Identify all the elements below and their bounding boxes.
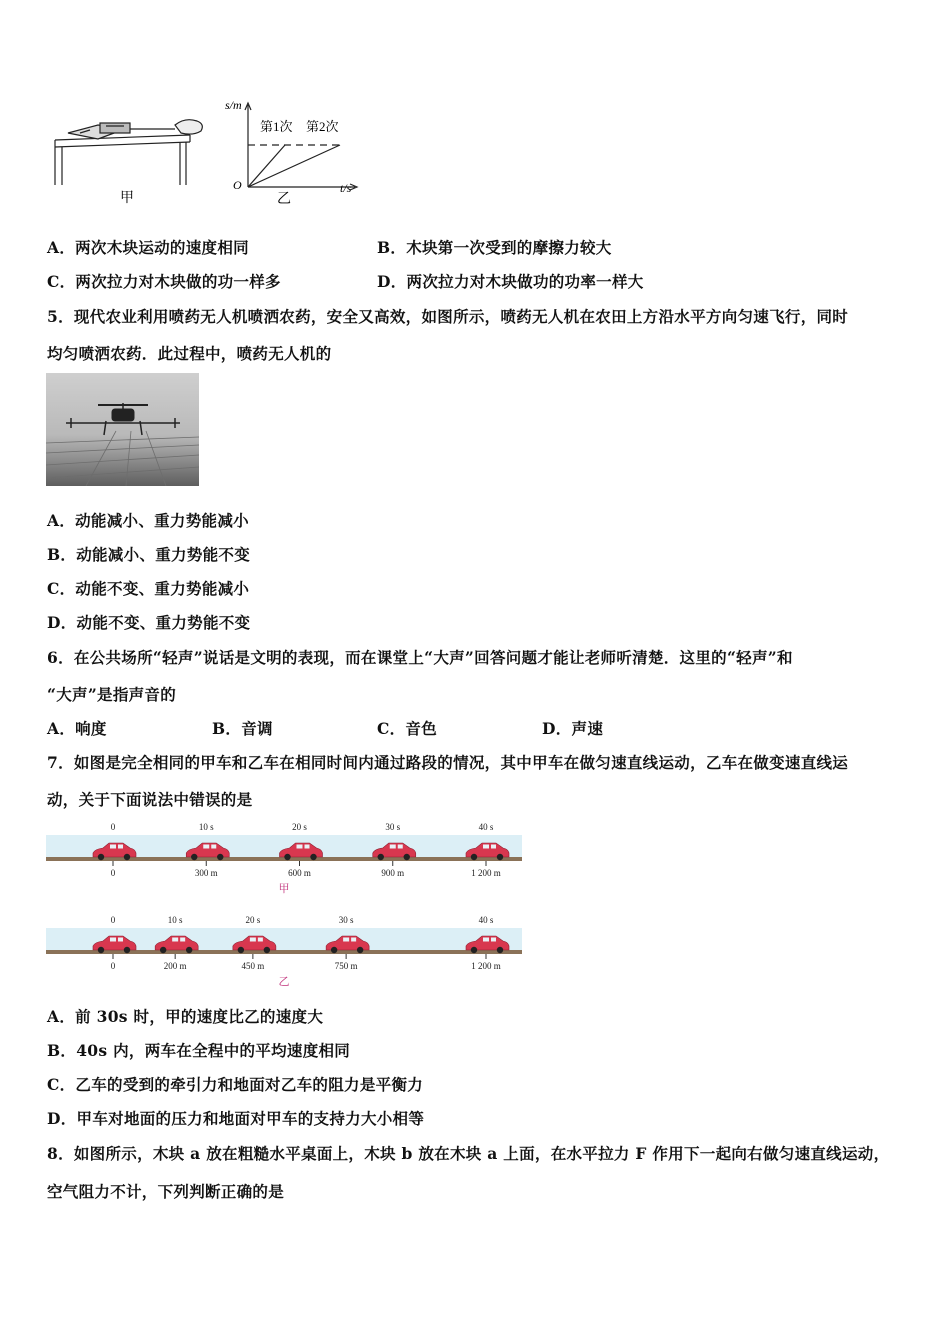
q4-option-c: C．两次拉力对木块做的功一样多 [47, 272, 281, 291]
car-b-label: 乙 [278, 976, 290, 988]
time-label: 40 s [478, 915, 494, 925]
q7-option-b: B．40s 内，两车在全程中的平均速度相同 [47, 1041, 351, 1060]
q7-option-d: D．甲车对地面的压力和地面对甲车的支持力大小相等 [47, 1109, 425, 1128]
q4-option-d: D．两次拉力对木块做功的功率一样大 [377, 272, 644, 291]
distance-label: 200 m [163, 961, 187, 971]
q7-option-a: A．前 30s 时，甲的速度比乙的速度大 [47, 1007, 324, 1026]
q5-option-d: D．动能不变、重力势能不变 [47, 613, 251, 632]
q6-stem-line2: “大声”是指声音的 [47, 685, 177, 704]
q4-option-a: A．两次木块运动的速度相同 [47, 238, 249, 257]
q6-stem-line1: 6．在公共场所“轻声”说话是文明的表现，而在课堂上“大声”回答问题才能让老师听清楚．这里的“轻声”和 [47, 648, 793, 667]
distance-label: 1 200 m [471, 868, 501, 878]
q6-option-a: A．响度 [47, 719, 107, 738]
time-label: 30 s [338, 915, 354, 925]
distance-label: 0 [110, 868, 116, 878]
q7-figure [46, 818, 522, 990]
time-label: 20 s [292, 822, 307, 832]
q4-figure [40, 95, 370, 210]
q8-stem-line2: 空气阻力不计，下列判断正确的是 [47, 1182, 285, 1201]
x-axis-label: t/s [340, 181, 352, 195]
time-label: 0 [110, 915, 116, 925]
distance-label: 900 m [381, 868, 405, 878]
fig-label-b: 乙 [277, 192, 291, 207]
fig-label-a: 甲 [120, 191, 134, 206]
y-axis-label: s/m [225, 98, 242, 112]
q5-option-a: A．动能减小、重力势能减小 [47, 511, 249, 530]
series-2-label: 第2次 [306, 119, 339, 134]
origin-label: O [233, 178, 242, 192]
series-1-line [248, 145, 285, 187]
q6-option-b: B．音调 [212, 719, 273, 738]
q7-stem-line2: 动，关于下面说法中错误的是 [47, 790, 253, 809]
time-label: 30 s [385, 822, 401, 832]
series-2-line [248, 145, 340, 187]
series-1-label: 第1次 [260, 119, 293, 134]
time-label: 10 s [167, 915, 183, 925]
q7-option-c: C．乙车的受到的牵引力和地面对乙车的阻力是平衡力 [47, 1075, 424, 1094]
drone-photo [46, 373, 199, 486]
q5-option-b: B．动能减小、重力势能不变 [47, 545, 251, 564]
time-label: 10 s [198, 822, 214, 832]
distance-label: 750 m [334, 961, 358, 971]
q6-option-c: C．音色 [377, 719, 438, 738]
distance-label: 0 [110, 961, 116, 971]
cars-diagram [46, 818, 522, 990]
st-graph [245, 103, 357, 190]
time-label: 40 s [478, 822, 494, 832]
time-label: 0 [110, 822, 116, 832]
table-block-illustration [55, 120, 202, 185]
q7-stem-line1: 7．如图是完全相同的甲车和乙车在相同时间内通过路段的情况，其中甲车在做匀速直线运动，乙车在做变速直线运 [47, 753, 849, 772]
distance-label: 600 m [288, 868, 311, 878]
q5-stem-line1: 5．现代农业利用喷药无人机喷洒农药，安全又高效，如图所示，喷药无人机在农田上方沿水平方向匀速飞行，同时 [47, 307, 849, 326]
car-a-label: 甲 [278, 883, 290, 895]
q6-option-d: D．声速 [542, 719, 604, 738]
distance-label: 300 m [194, 868, 218, 878]
q4-option-b: B．木块第一次受到的摩擦力较大 [377, 238, 612, 257]
q5-option-c: C．动能不变、重力势能减小 [47, 579, 250, 598]
q4-figure-svg [40, 95, 370, 210]
q8-stem-line1: 8．如图所示，木块 a 放在粗糙水平桌面上，木块 b 放在木块 a 上面，在水平拉力 F 作用下一起向右做匀速直线运动， [47, 1144, 890, 1163]
distance-label: 450 m [241, 961, 265, 971]
distance-label: 1 200 m [471, 961, 501, 971]
time-label: 20 s [245, 915, 261, 925]
q5-stem-line2: 均匀喷洒农药．此过程中，喷药无人机的 [47, 344, 332, 363]
